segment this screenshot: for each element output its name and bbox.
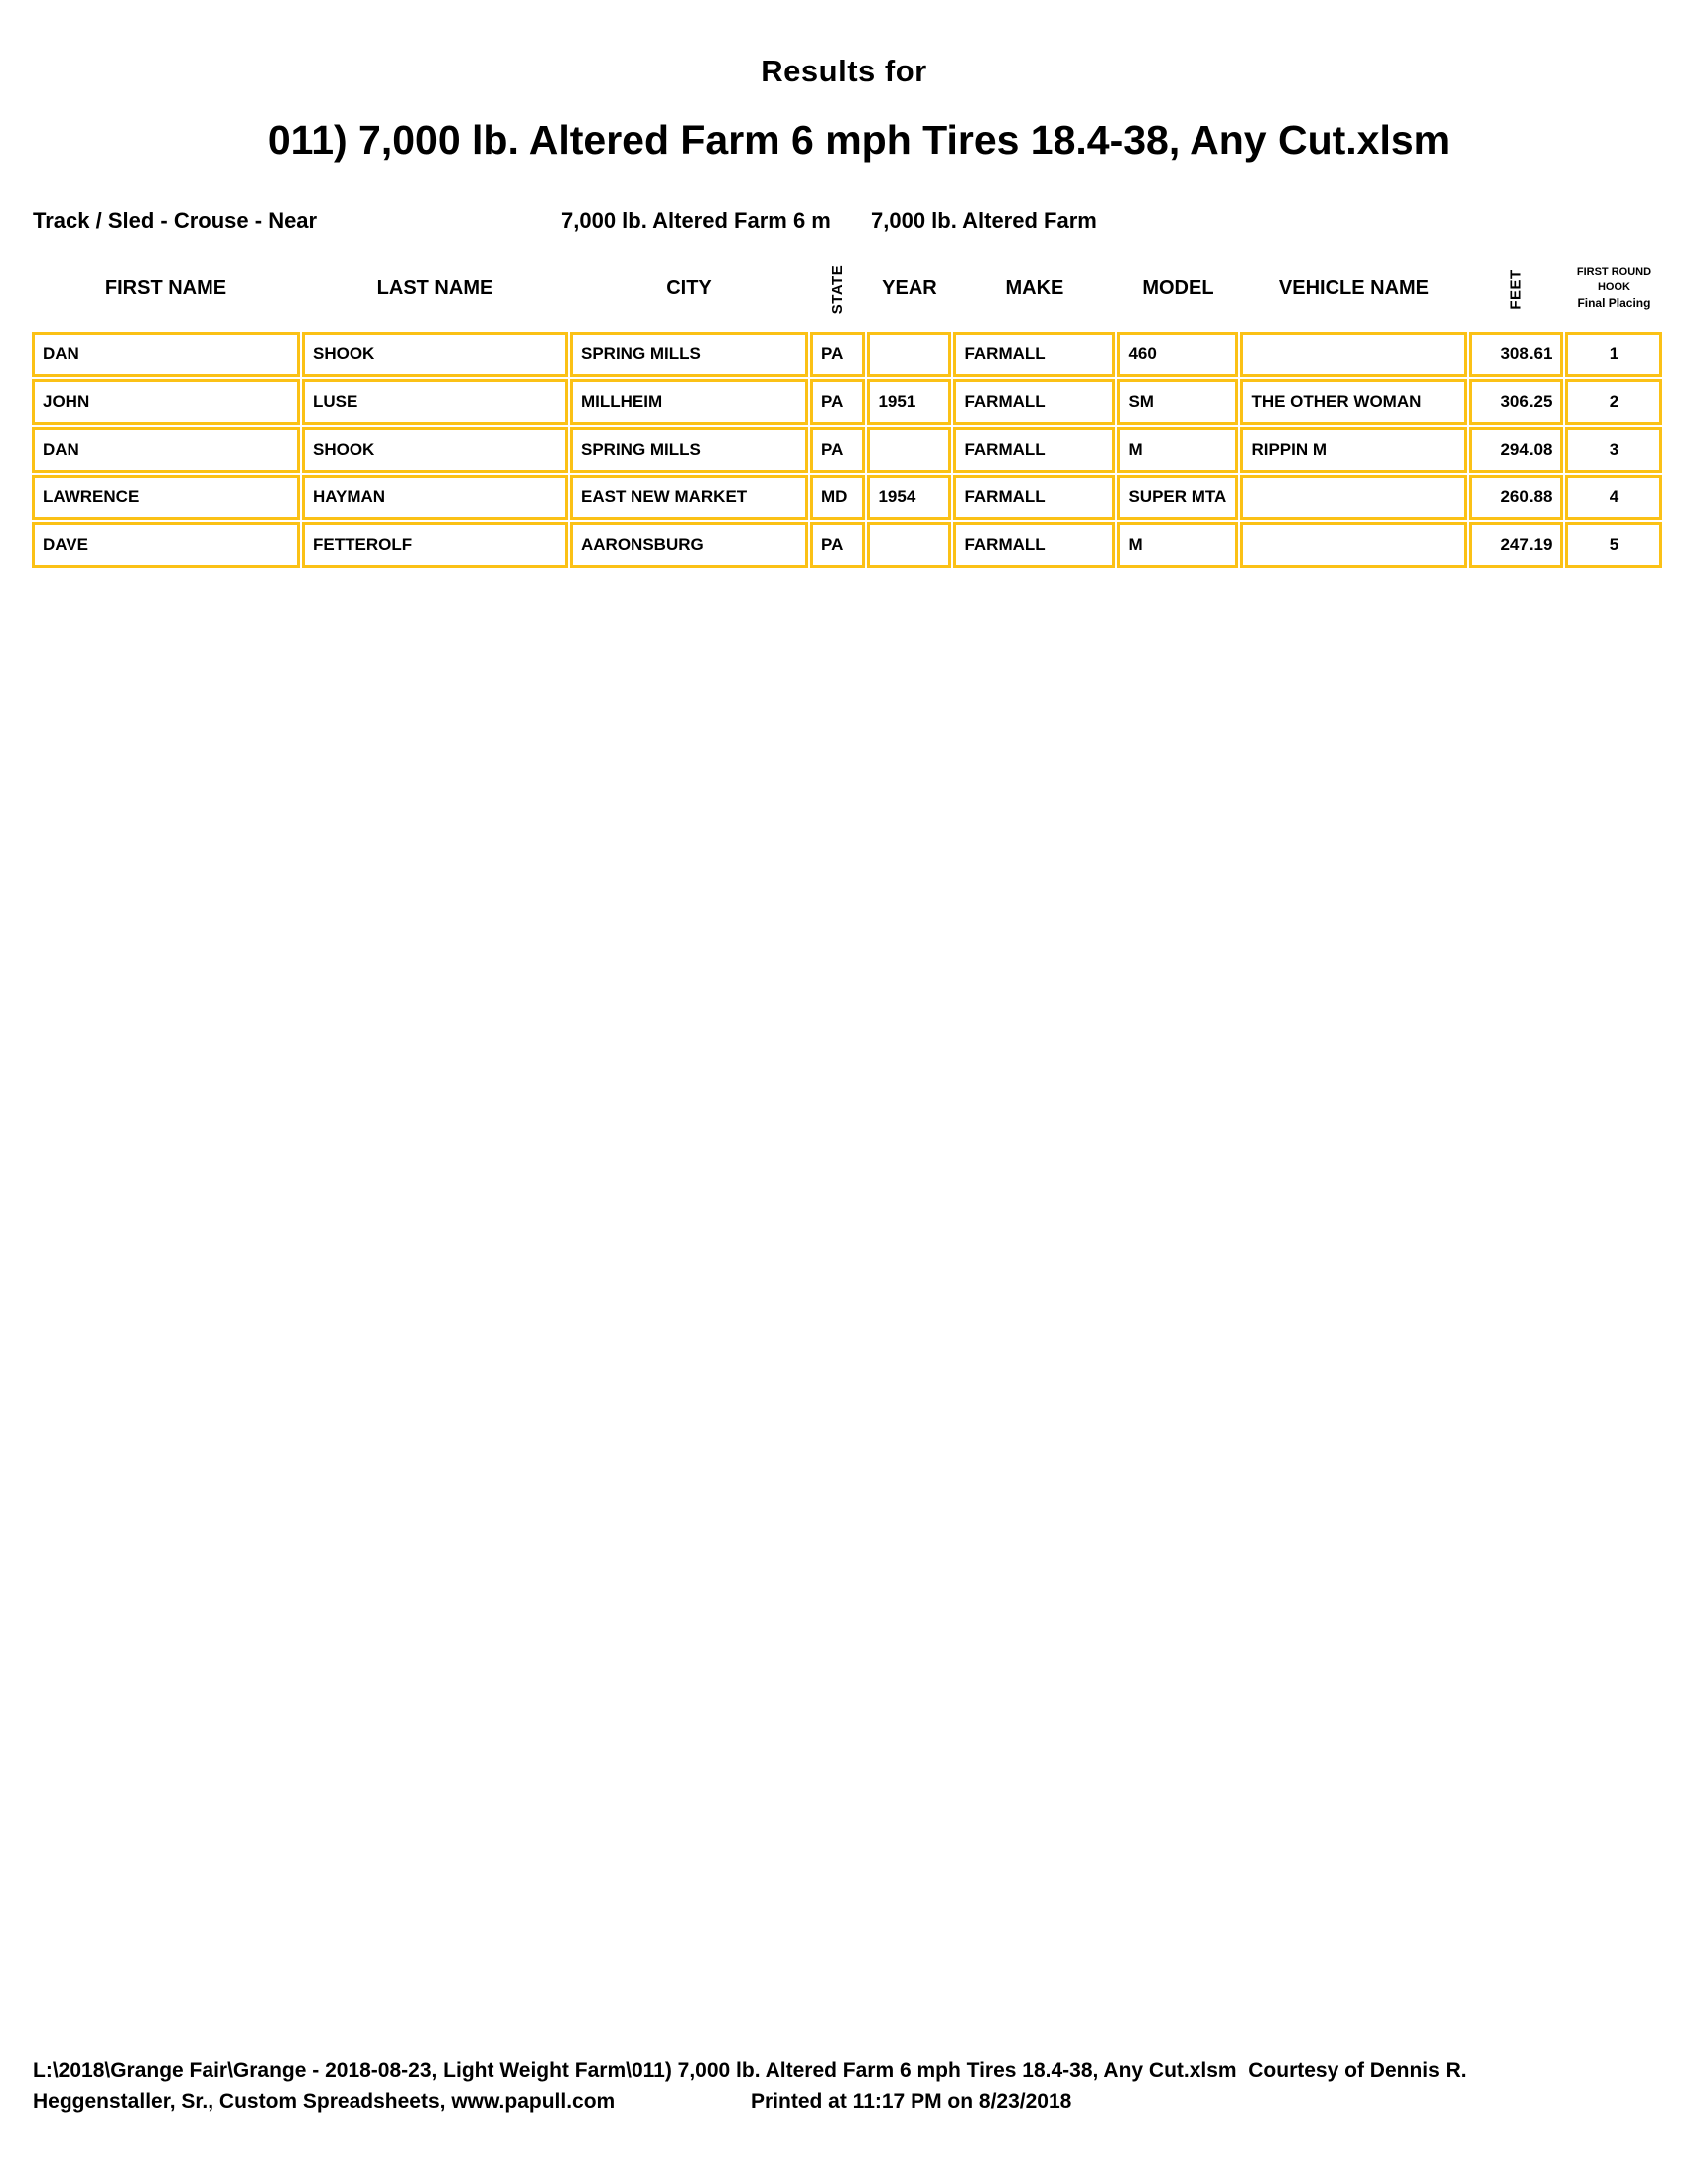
cell-first-name: DAVE xyxy=(32,522,300,568)
track-sled-label: Track / Sled - Crouse - Near xyxy=(33,208,318,233)
cell-year xyxy=(867,332,951,377)
col-header-vehicle-name xyxy=(1240,246,1467,330)
col-header-model-label: MODEL xyxy=(1142,276,1214,299)
cell-year xyxy=(867,522,951,568)
cell-state: PA xyxy=(810,522,865,568)
cell-model: 460 xyxy=(1117,332,1238,377)
cell-state: PA xyxy=(810,332,865,377)
cell-feet: 306.25 xyxy=(1469,379,1563,425)
cell-make: FARMALL xyxy=(953,332,1115,377)
cell-last-name: SHOOK xyxy=(302,332,568,377)
cell-make: FARMALL xyxy=(953,522,1115,568)
cell-last-name: SHOOK xyxy=(302,427,568,473)
col-header-state-label: STATE xyxy=(829,264,847,314)
cell-feet: 308.61 xyxy=(1469,332,1563,377)
col-header-model xyxy=(1117,246,1238,330)
class-name-left-truncated: 7,000 lb. Altered Farm 6 m xyxy=(561,208,831,233)
cell-first-name: DAN xyxy=(32,427,300,473)
class-name-right-truncated: 7,000 lb. Altered Farm xyxy=(871,208,1097,233)
cell-city: MILLHEIM xyxy=(570,379,808,425)
col-header-first-name xyxy=(32,246,300,330)
page-subtitle-filename: 011) 7,000 lb. Altered Farm 6 mph Tires 18.4-38, Any Cut.xlsm xyxy=(267,117,1451,163)
cell-placing: 3 xyxy=(1565,427,1662,473)
col-header-state xyxy=(810,246,865,330)
cell-city: SPRING MILLS xyxy=(570,427,808,473)
cell-model: SM xyxy=(1117,379,1238,425)
col-header-city-label: CITY xyxy=(666,276,712,299)
col-header-feet xyxy=(1469,246,1563,330)
col-header-feet-label: FEET xyxy=(1507,268,1525,310)
header-row xyxy=(32,246,1662,330)
cell-first-name: JOHN xyxy=(32,379,300,425)
cell-year: 1954 xyxy=(867,475,951,520)
cell-make: FARMALL xyxy=(953,379,1115,425)
cell-model: M xyxy=(1117,427,1238,473)
table-row xyxy=(32,475,1662,520)
cell-placing: 4 xyxy=(1565,475,1662,520)
cell-feet: 294.08 xyxy=(1469,427,1563,473)
cell-vehicle-name xyxy=(1240,522,1467,568)
footer-printed-timestamp: Printed at 11:17 PM on 8/23/2018 xyxy=(751,2090,1072,2113)
col-header-last-name xyxy=(302,246,568,330)
cell-placing: 1 xyxy=(1565,332,1662,377)
col-header-city xyxy=(570,246,808,330)
results-table-body xyxy=(32,332,1662,568)
cell-year xyxy=(867,427,951,473)
cell-last-name: LUSE xyxy=(302,379,568,425)
cell-first-name: LAWRENCE xyxy=(32,475,300,520)
cell-last-name: HAYMAN xyxy=(302,475,568,520)
col-header-year-label: YEAR xyxy=(882,276,937,299)
footer-file-path: L:\2018\Grange Fair\Grange - 2018-08-23, Light Weight Farm\011) 7,000 lb. Altered Farm 6 mph Tires 18.4-38, Any Cut.xlsm Courtesy of Dennis R. xyxy=(33,2059,1467,2082)
cell-city: AARONSBURG xyxy=(570,522,808,568)
cell-vehicle-name xyxy=(1240,332,1467,377)
cell-make: FARMALL xyxy=(953,427,1115,473)
table-row xyxy=(32,379,1662,425)
col-header-hook-label: HOOK xyxy=(1597,280,1630,293)
cell-vehicle-name: RIPPIN M xyxy=(1240,427,1467,473)
info-row xyxy=(0,208,1688,238)
table-row xyxy=(32,427,1662,473)
cell-city: EAST NEW MARKET xyxy=(570,475,808,520)
cell-make: FARMALL xyxy=(953,475,1115,520)
col-header-first-round-label: FIRST ROUND xyxy=(1576,266,1652,279)
cell-vehicle-name: THE OTHER WOMAN xyxy=(1240,379,1467,425)
col-header-make xyxy=(953,246,1115,330)
cell-feet: 260.88 xyxy=(1469,475,1563,520)
cell-feet: 247.19 xyxy=(1469,522,1563,568)
cell-model: M xyxy=(1117,522,1238,568)
col-header-last-name-label: LAST NAME xyxy=(376,276,493,299)
footer-credits: Heggenstaller, Sr., Custom Spreadsheets, www.papull.com xyxy=(33,2090,616,2113)
cell-year: 1951 xyxy=(867,379,951,425)
cell-placing: 5 xyxy=(1565,522,1662,568)
cell-city: SPRING MILLS xyxy=(570,332,808,377)
results-table xyxy=(30,244,1664,570)
col-header-first-name-label: FIRST NAME xyxy=(104,276,227,299)
cell-state: PA xyxy=(810,379,865,425)
col-header-make-label: MAKE xyxy=(1005,276,1064,299)
cell-first-name: DAN xyxy=(32,332,300,377)
cell-model: SUPER MTA xyxy=(1117,475,1238,520)
col-header-final-placing-label: Final Placing xyxy=(1577,295,1651,310)
col-header-first-round-hook xyxy=(1565,246,1662,330)
table-row xyxy=(32,332,1662,377)
col-header-year xyxy=(867,246,951,330)
page-title: Results for xyxy=(761,54,927,88)
table-row xyxy=(32,522,1662,568)
cell-placing: 2 xyxy=(1565,379,1662,425)
cell-state: MD xyxy=(810,475,865,520)
cell-last-name: FETTEROLF xyxy=(302,522,568,568)
cell-vehicle-name xyxy=(1240,475,1467,520)
cell-state: PA xyxy=(810,427,865,473)
col-header-vehicle-name-label: VEHICLE NAME xyxy=(1278,276,1430,299)
